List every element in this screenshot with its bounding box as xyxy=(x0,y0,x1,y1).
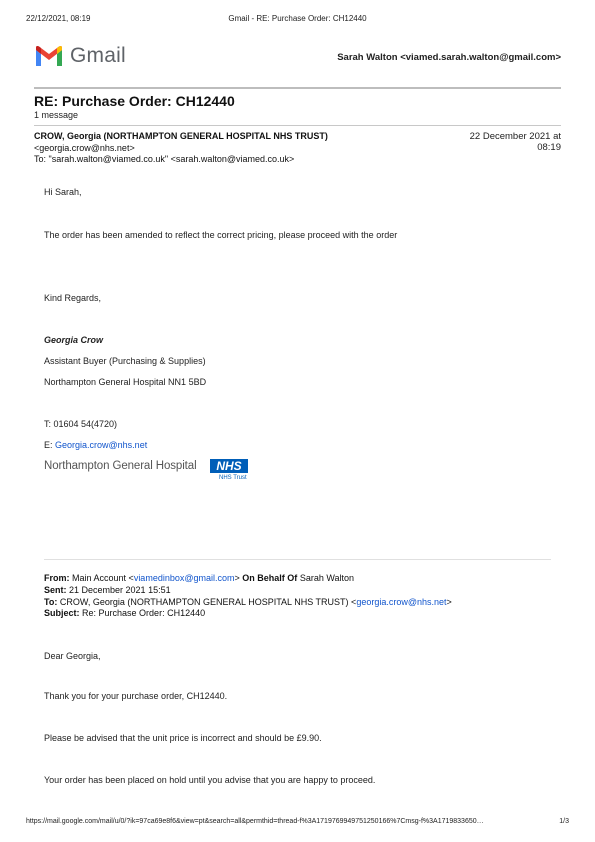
gmail-wordmark: Gmail xyxy=(70,44,126,67)
message-greeting: Hi Sarah, xyxy=(44,187,82,197)
quoted-subject-label: Subject: xyxy=(44,608,80,618)
logo-hospital-name: Northampton General Hospital xyxy=(44,460,197,472)
signature-role: Assistant Buyer (Purchasing & Supplies) xyxy=(44,356,206,366)
account-identity: Sarah Walton <viamed.sarah.walton@gmail.com> xyxy=(337,52,561,63)
print-datetime: 22/12/2021, 08:19 xyxy=(26,14,91,23)
signature-email-line xyxy=(44,440,147,450)
quoted-paragraph-3: Your order has been placed on hold until you advise that you are happy to proceed. xyxy=(44,775,376,785)
gmail-logo xyxy=(34,44,126,68)
recipient-line: To: "sarah.walton@viamed.co.uk" <sarah.walton@viamed.co.uk> xyxy=(34,154,295,164)
message-closing: Kind Regards, xyxy=(44,293,102,303)
quoted-to-close: > xyxy=(446,597,452,607)
signature-address: Northampton General Hospital NN1 5BD xyxy=(44,377,207,387)
message-date-time: 08:19 xyxy=(537,142,561,153)
quoted-sent-date: 21 December 2021 15:51 xyxy=(69,585,171,595)
nhs-logo-badge: NHS xyxy=(210,459,248,473)
quoted-behalf-label: On Behalf Of xyxy=(242,573,298,583)
signature-name: Georgia Crow xyxy=(44,335,104,345)
print-title: Gmail - RE: Purchase Order: CH12440 xyxy=(228,14,367,23)
quoted-from-line xyxy=(44,573,354,583)
quoted-to-email-link[interactable]: georgia.crow@nhs.net xyxy=(356,597,447,607)
header-divider xyxy=(34,87,561,89)
quoted-greeting: Dear Georgia, xyxy=(44,651,101,661)
quoted-to-line xyxy=(44,597,452,607)
sender-email: <georgia.crow@nhs.net> xyxy=(34,143,135,153)
quoted-from-email-link[interactable]: viamedinbox@gmail.com xyxy=(133,573,235,583)
thread-subject: RE: Purchase Order: CH12440 xyxy=(34,93,235,109)
logo-trust-label: NHS Trust xyxy=(219,475,247,481)
quoted-divider xyxy=(44,559,551,560)
message-divider xyxy=(34,125,561,126)
quoted-subject: Re: Purchase Order: CH12440 xyxy=(82,608,206,618)
quoted-sent-label: Sent: xyxy=(44,585,67,595)
quoted-from-close: > xyxy=(234,573,240,583)
sender-name: CROW, Georgia (NORTHAMPTON GENERAL HOSPITAL NHS TRUST) xyxy=(34,131,328,141)
quoted-to-label: To: xyxy=(44,597,58,607)
signature-email-label: E: xyxy=(44,440,56,450)
quoted-subject-line xyxy=(44,608,205,618)
page-number: 1/3 xyxy=(559,818,569,825)
signature-phone: T: 01604 54(4720) xyxy=(44,419,118,429)
message-date-day: 22 December 2021 at xyxy=(469,131,561,142)
quoted-to-name: CROW, Georgia (NORTHAMPTON GENERAL HOSPITAL NHS TRUST) < xyxy=(59,597,357,607)
message-date xyxy=(470,131,561,153)
gmail-envelope-icon xyxy=(34,45,64,68)
quoted-from-label: From: xyxy=(44,573,70,583)
signature-email-link[interactable]: Georgia.crow@nhs.net xyxy=(55,440,148,450)
quoted-paragraph-1: Thank you for your purchase order, CH12440. xyxy=(44,691,228,701)
quoted-sent-line xyxy=(44,585,171,595)
quoted-behalf-name: Sarah Walton xyxy=(299,573,355,583)
print-url: https://mail.google.com/mail/u/0/?ik=97ca69e8f6&view=pt&search=all&permthid=thread-f%3A1719769949751250166%7Cmsg-f%3A1719833650… xyxy=(26,818,484,825)
nhs-hospital-logo xyxy=(44,459,254,485)
message-body: The order has been amended to reflect the correct pricing, please proceed with the order xyxy=(44,230,398,240)
quoted-paragraph-2: Please be advised that the unit price is incorrect and should be £9.90. xyxy=(44,733,322,743)
quoted-from-name: Main Account < xyxy=(72,573,134,583)
message-count: 1 message xyxy=(34,110,79,120)
